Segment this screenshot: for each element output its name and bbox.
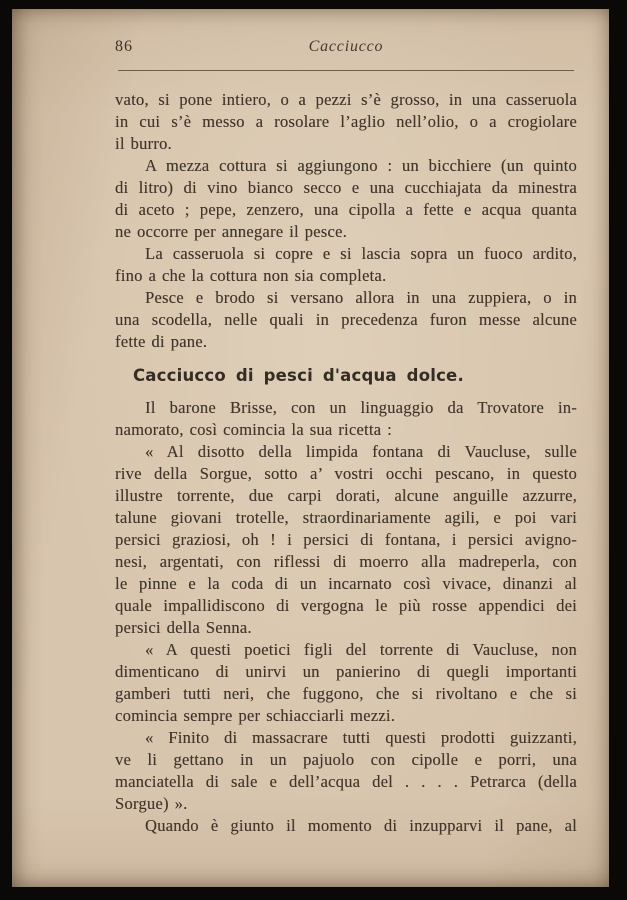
text-line: manciatella di sale e dell’acqua del . . . . Petrarca (della [115, 772, 577, 791]
text-line: talune giovani trotelle, straordinariamente agili, e poi vari [115, 508, 577, 527]
text-line: fette di pane. [115, 332, 208, 351]
header-rule [118, 70, 574, 71]
body-text [115, 89, 577, 837]
text-line: in cui s’è messo a rosolare l’aglio nell’olio, o a crogiolare [115, 112, 577, 131]
text-line: dimenticano di unirvi un panierino di quegli importanti [115, 662, 577, 681]
text-line: rive della Sorgue, sotto a’ vostri occhi pescano, in questo [115, 464, 577, 483]
text-line: Sorgue) ». [115, 794, 188, 813]
text-line: persici graziosi, oh ! i persici di fontana, i persici avigno- [115, 530, 577, 549]
section-heading: Cacciucco di pesci d'acqua dolce. [133, 366, 464, 385]
text-line: « A questi poetici figli del torrente di Vaucluse, non [145, 640, 577, 659]
text-line: « Finito di massacrare tutti questi prodotti guizzanti, [145, 728, 577, 747]
text-line: di aceto ; pepe, zenzero, una cipolla a fette e acqua quanta [115, 200, 577, 219]
text-line: quale impallidiscono di vergogna le più rosse appendici dei [115, 596, 577, 615]
text-line: gamberi tutti neri, che fuggono, che si rivoltano e che si [115, 684, 577, 703]
text-line: di litro) di vino bianco secco e una cucchiajata da minestra [115, 178, 577, 197]
text-line: Quando è giunto il momento di inzupparvi il pane, al [145, 816, 577, 835]
text-line: nesi, argentati, con riflessi di moerro alla madreperla, con [115, 552, 577, 571]
text-line: « Al disotto della limpida fontana di Vaucluse, sulle [145, 442, 577, 461]
text-line: Il barone Brisse, con un linguaggio da Trovatore in- [145, 398, 577, 417]
text-line: ve li gettano in un pajuolo con cipolle e porri, una [115, 750, 577, 769]
text-line: namorato, così comincia la sua ricetta : [115, 420, 392, 439]
text-line: le pinne e la coda di un incarnato così vivace, dinanzi al [115, 574, 577, 593]
text-line: una scodella, nelle quali in precedenza furon messe alcune [115, 310, 577, 329]
page-header [115, 38, 577, 60]
text-line: illustre torrente, due carpi dorati, alcune anguille azzurre, [115, 486, 577, 505]
text-line: fino a che la cottura non sia completa. [115, 266, 387, 285]
text-line: il burro. [115, 134, 172, 153]
text-line: comincia sempre per schiacciarli mezzi. [115, 706, 396, 725]
text-line: persici della Senna. [115, 618, 252, 637]
running-title: Cacciucco [308, 38, 384, 55]
text-line: ne occorre per annegare il pesce. [115, 222, 347, 241]
text-line: A mezza cottura si aggiungono : un bicchiere (un quinto [145, 156, 577, 175]
page-number: 86 [115, 38, 133, 55]
book-page [12, 9, 609, 887]
text-line: Pesce e brodo si versano allora in una zuppiera, o in [145, 288, 577, 307]
text-line: La casseruola si copre e si lascia sopra un fuoco ardito, [145, 244, 577, 263]
text-line: vato, si pone intiero, o a pezzi s’è grosso, in una casseruola [115, 90, 577, 109]
